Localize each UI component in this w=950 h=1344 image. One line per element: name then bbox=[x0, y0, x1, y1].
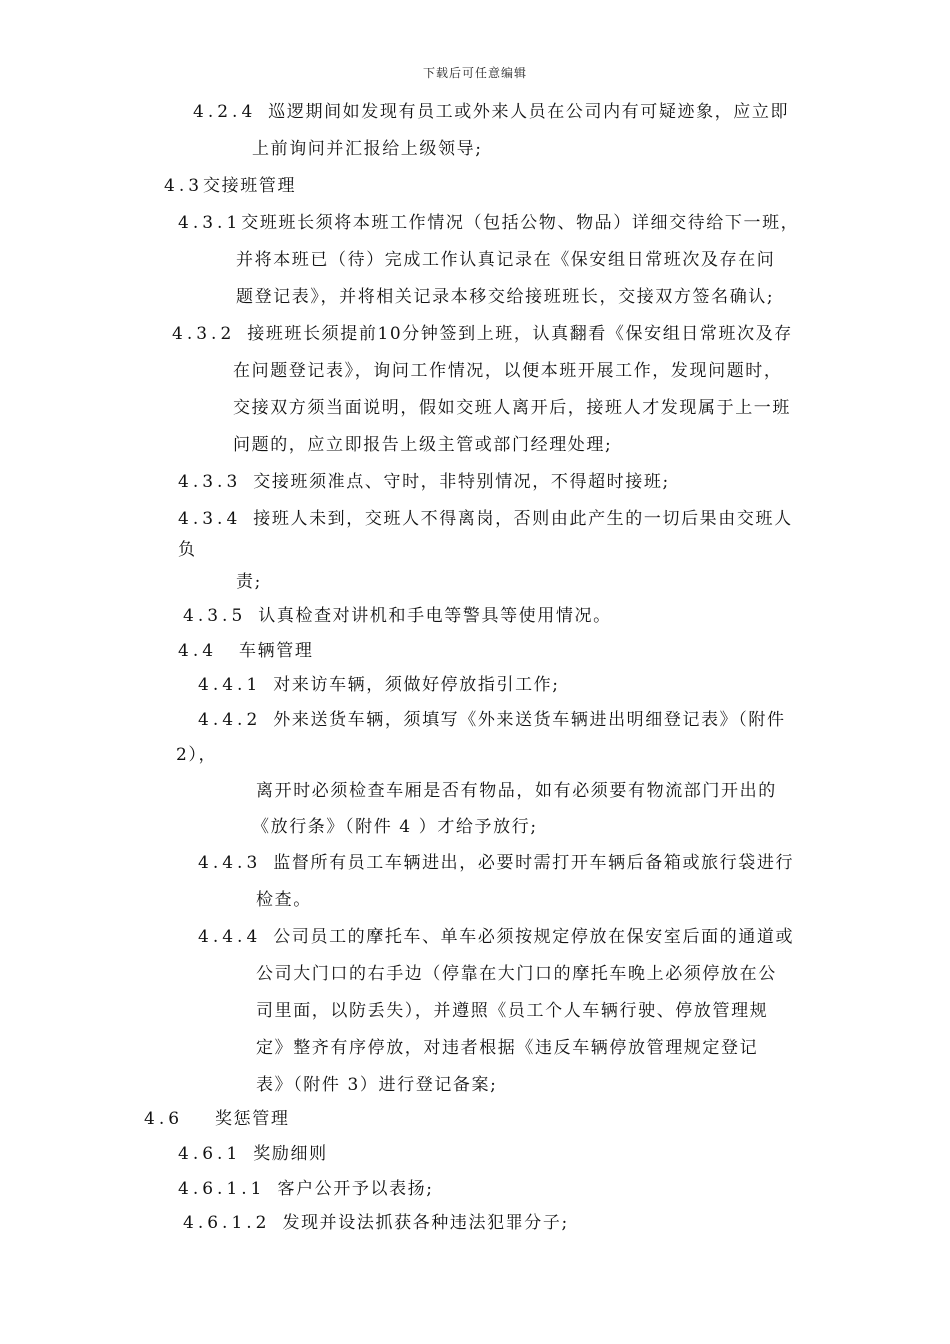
clause-number: 4.4.4 bbox=[198, 927, 262, 947]
clause-number: 4.3.2 bbox=[172, 324, 236, 344]
clause-line bbox=[178, 507, 793, 531]
clause-text: 接班班长须提前10分钟签到上班，认真翻看《保安组日常班次及存 bbox=[247, 324, 793, 344]
clause-text: 交班班长须将本班工作情况（包括公物、物品）详细交待给下一班， bbox=[241, 213, 800, 233]
clause-number: 4.4.3 bbox=[198, 853, 262, 873]
clause-line bbox=[233, 359, 783, 383]
clause-text: 发现并设法抓获各种违法犯罪分子; bbox=[282, 1213, 569, 1233]
clause-text: 题登记表》，并将相关记录本移交给接班班长，交接双方签名确认; bbox=[236, 287, 775, 307]
clause-number: 4.4.1 bbox=[198, 675, 262, 695]
clause-line bbox=[198, 673, 560, 697]
clause-line bbox=[198, 708, 786, 732]
clause-line bbox=[256, 999, 768, 1023]
section-heading bbox=[178, 639, 313, 663]
clause-text: 负 bbox=[178, 540, 197, 560]
clause-number: 4.4 bbox=[178, 641, 218, 661]
clause-line bbox=[252, 815, 538, 839]
clause-line bbox=[236, 570, 262, 594]
clause-line bbox=[233, 433, 612, 457]
clause-line bbox=[256, 779, 777, 803]
clause-number: 4.3 bbox=[164, 176, 204, 196]
clause-line bbox=[256, 1036, 758, 1060]
clause-line bbox=[172, 322, 793, 346]
clause-line bbox=[178, 211, 799, 235]
clause-line bbox=[198, 851, 794, 875]
clause-text: 并将本班已（待）完成工作认真记录在《保安组日常班次及存在问 bbox=[236, 250, 776, 270]
clause-line bbox=[256, 1073, 497, 1097]
clause-line bbox=[178, 1177, 434, 1201]
clause-number: 4.2.4 bbox=[193, 102, 257, 122]
clause-line bbox=[176, 743, 217, 767]
clause-line bbox=[178, 470, 670, 494]
clause-text: 问题的，应立即报告上级主管或部门经理处理; bbox=[233, 435, 613, 455]
clause-text: 认真检查对讲机和手电等警具等使用情况。 bbox=[258, 606, 612, 626]
clause-line bbox=[183, 1211, 569, 1235]
clause-text: 车辆管理 bbox=[239, 641, 314, 661]
clause-text: 交接双方须当面说明，假如交班人离开后，接班人才发现属于上一班 bbox=[233, 398, 791, 418]
clause-line bbox=[183, 604, 612, 628]
clause-number: 4.6.1.1 bbox=[178, 1179, 266, 1199]
clause-text: 定》整齐有序停放，对违者根据《违反车辆停放管理规定登记 bbox=[256, 1038, 759, 1058]
clause-text: 交接班管理 bbox=[203, 176, 297, 196]
clause-text: 在问题登记表》，询问工作情况，以便本班开展工作，发现问题时， bbox=[233, 361, 783, 381]
clause-text: 交接班须准点、守时，非特别情况，不得超时接班; bbox=[253, 472, 670, 492]
clause-text: 表》（附件 3）进行登记备案; bbox=[256, 1075, 498, 1095]
clause-number: 4.3.5 bbox=[183, 606, 247, 626]
clause-text: 上前询问并汇报给上级领导; bbox=[252, 139, 483, 159]
clause-text: 离开时必须检查车厢是否有物品，如有必须要有物流部门开出的 bbox=[256, 781, 777, 801]
clause-number: 4.6.1.2 bbox=[183, 1213, 271, 1233]
clause-text: 《放行条》（附件 4 ）才给予放行; bbox=[252, 817, 538, 837]
clause-line bbox=[252, 137, 483, 161]
clause-number: 4.6.1 bbox=[178, 1144, 242, 1164]
clause-text: 2）， bbox=[176, 745, 218, 765]
clause-number: 4.3.1 bbox=[178, 213, 242, 233]
section-heading bbox=[144, 1107, 289, 1131]
clause-line bbox=[198, 925, 794, 949]
clause-line bbox=[178, 1142, 328, 1166]
clause-text: 奖励细则 bbox=[253, 1144, 328, 1164]
clause-text: 检查。 bbox=[256, 890, 312, 910]
clause-text: 客户公开予以表扬; bbox=[277, 1179, 434, 1199]
clause-number: 4.3.3 bbox=[178, 472, 242, 492]
clause-text: 公司员工的摩托车、单车必须按规定停放在保安室后面的通道或 bbox=[273, 927, 795, 947]
clause-number: 4.6 bbox=[144, 1109, 184, 1129]
clause-line bbox=[233, 396, 791, 420]
clause-number: 4.4.2 bbox=[198, 710, 262, 730]
clause-number: 4.3.4 bbox=[178, 509, 242, 529]
clause-text: 司里面，以防丢失），并遵照《员工个人车辆行驶、停放管理规 bbox=[256, 1001, 769, 1021]
page-header: 下载后可任意编辑 bbox=[422, 66, 527, 80]
clause-line bbox=[256, 888, 312, 912]
clause-text: 奖惩管理 bbox=[215, 1109, 290, 1129]
section-heading bbox=[164, 174, 296, 198]
clause-line bbox=[236, 285, 774, 309]
clause-text: 对来访车辆，须做好停放指引工作; bbox=[273, 675, 560, 695]
clause-text: 公司大门口的右手边（停靠在大门口的摩托车晚上必须停放在公 bbox=[256, 964, 777, 984]
clause-text: 外来送货车辆，须填写《外来送货车辆进出明细登记表》（附件 bbox=[273, 710, 786, 730]
clause-text: 监督所有员工车辆进出，必要时需打开车辆后备箱或旅行袋进行 bbox=[273, 853, 795, 873]
clause-line bbox=[178, 538, 197, 562]
clause-line bbox=[256, 962, 777, 986]
clause-line bbox=[193, 100, 789, 124]
clause-text: 接班人未到，交班人不得离岗，否则由此产生的一切后果由交班人 bbox=[253, 509, 793, 529]
clause-line bbox=[236, 248, 775, 272]
clause-text: 巡逻期间如发现有员工或外来人员在公司内有可疑迹象，应立即 bbox=[268, 102, 790, 122]
clause-text: 责; bbox=[236, 572, 262, 592]
